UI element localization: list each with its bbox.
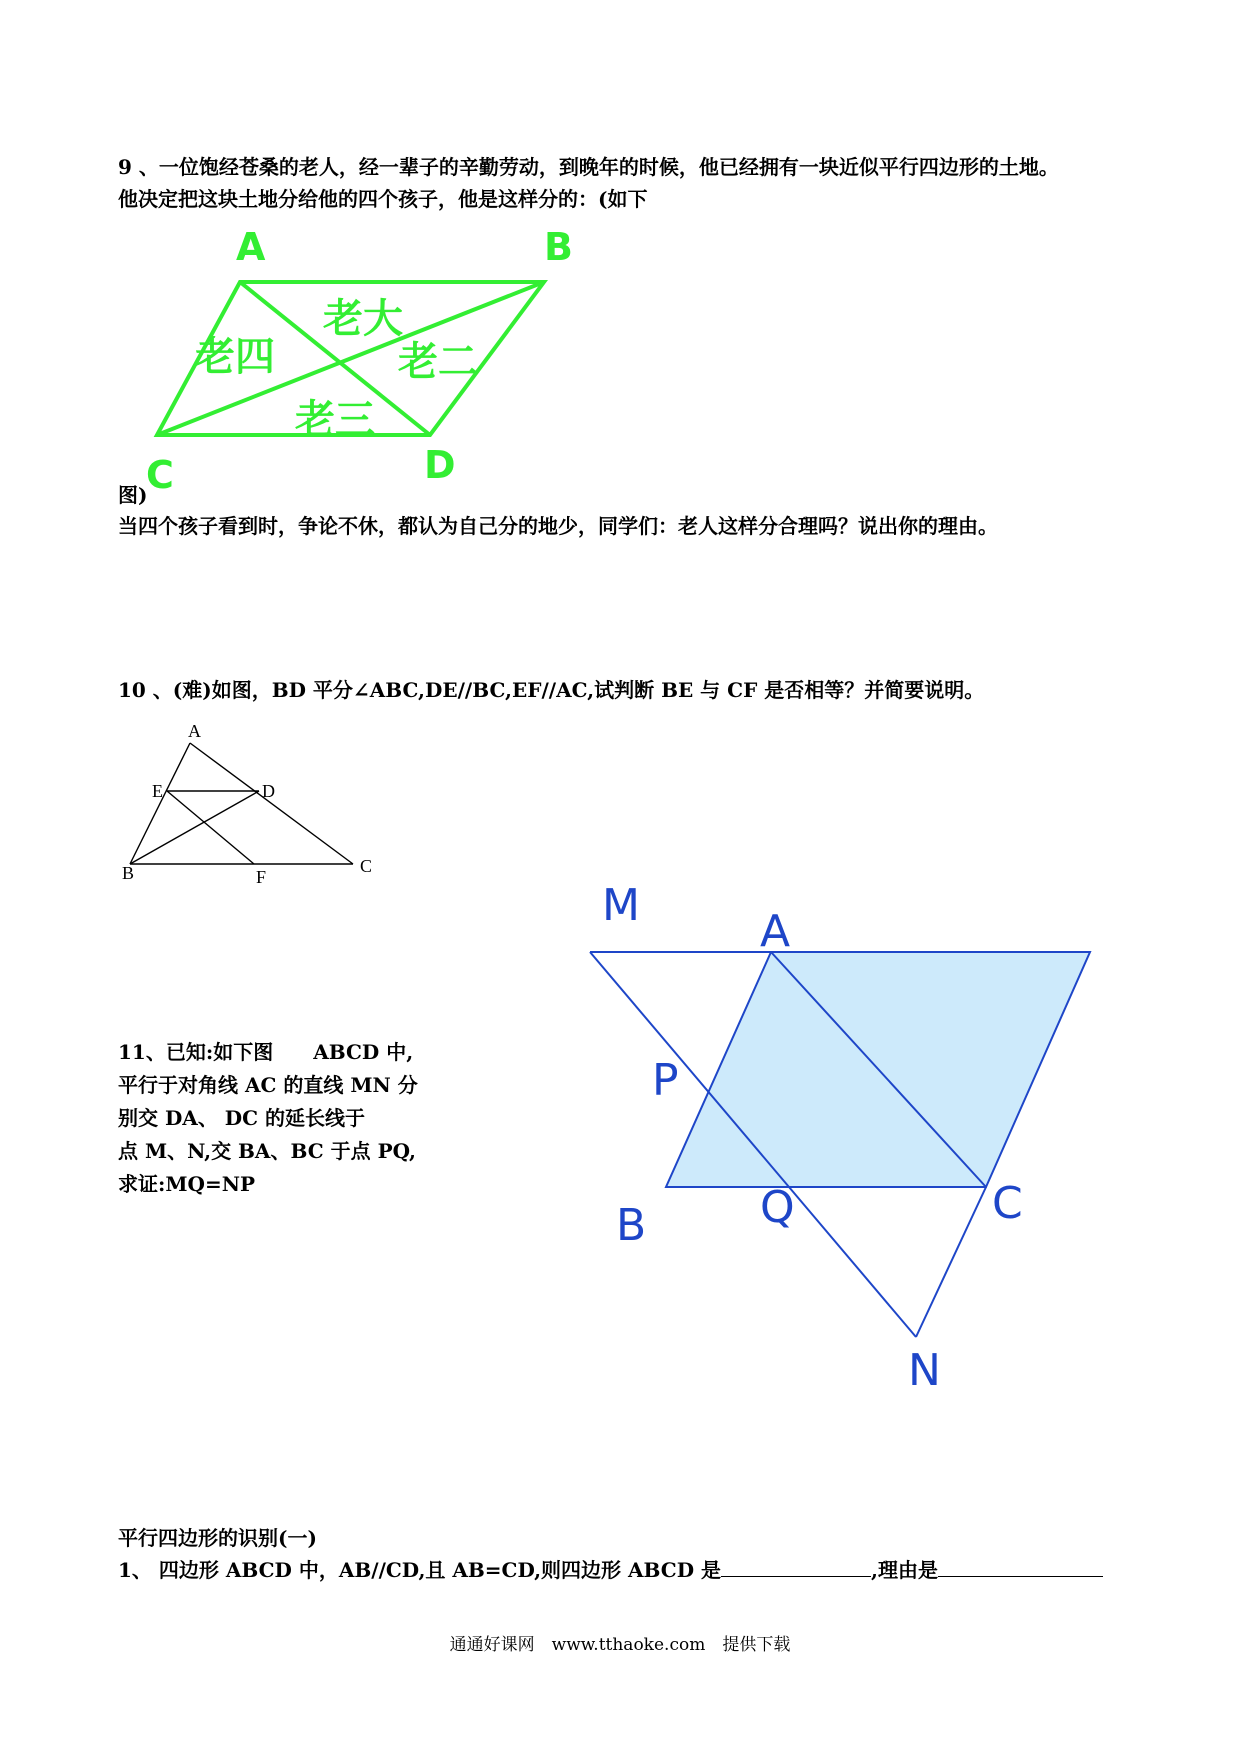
vertex-label-b: B [544, 225, 573, 269]
side-ac [190, 743, 353, 864]
vertex-label-c: C [146, 453, 174, 497]
point-label-p: P [652, 1055, 679, 1106]
q9-land-figure [140, 220, 573, 497]
q9-line1: 9 、一位饱经苍桑的老人，经一辈子的辛勤劳动，到晚年的时候，他已经拥有一块近似平行四边形的土地。 [118, 155, 1059, 179]
q10-text: 10 、(难)如图，BD 平分∠ABC,DE//BC,EF//AC,试判断 BE 与 CF 是否相等？并简要说明。 [118, 678, 985, 702]
q9-line3: 图) [118, 483, 148, 507]
point-label-b: B [616, 1200, 647, 1251]
point-label-e: E [152, 781, 163, 801]
point-label-a: A [760, 906, 791, 957]
answer-blank-shape[interactable] [721, 1558, 871, 1577]
extension-dc-to-n [916, 1187, 986, 1337]
vertex-label-a: A [236, 225, 266, 269]
q10-triangle-figure [110, 715, 380, 885]
point-label-a: A [188, 721, 201, 741]
vertex-label-d: D [424, 443, 456, 487]
point-label-f: F [256, 867, 267, 887]
region-label-eldest: 老大 [323, 296, 403, 342]
page-footer: 通通好课网 www.tthaoke.com 提供下载 [449, 1635, 791, 1655]
region-label-third: 老三 [295, 397, 375, 443]
point-label-b: B [122, 863, 135, 883]
region-label-second: 老二 [398, 339, 478, 385]
q1-middle: ,理由是 [871, 1558, 939, 1582]
answer-blank-reason[interactable] [938, 1558, 1103, 1577]
q11-line2: 平行于对角线 AC 的直线 MN 分 [118, 1073, 418, 1097]
q9-line4: 当四个孩子看到时，争论不休，都认为自己分的地少，同学们：老人这样分合理吗？说出你的理由。 [118, 514, 998, 538]
q11-line4: 点 M、N,交 BA、BC 于点 PQ, [118, 1139, 416, 1163]
point-label-c: C [360, 856, 373, 876]
q9-line2: 他决定把这块土地分给他的四个孩子，他是这样分的：(如下 [118, 187, 648, 211]
point-label-n: N [908, 1345, 941, 1396]
section-title: 平行四边形的识别(一) [118, 1526, 317, 1550]
section-q1 [118, 1558, 1103, 1582]
segment-bd [130, 791, 259, 864]
point-label-d: D [262, 781, 275, 801]
region-label-fourth: 老四 [195, 334, 275, 380]
point-label-m: M [602, 880, 640, 931]
q1-prefix: 1、 四边形 ABCD 中，AB//CD,且 AB=CD,则四边形 ABCD 是 [118, 1558, 722, 1582]
q11-parallelogram-figure [580, 870, 1140, 1410]
q11-line3: 别交 DA、 DC 的延长线于 [118, 1106, 366, 1130]
point-label-q: Q [760, 1182, 795, 1233]
q11-line5: 求证:MQ=NP [118, 1172, 256, 1196]
q11-line1: 11、已知:如下图 ABCD 中, [118, 1040, 414, 1064]
point-label-c: C [992, 1178, 1023, 1229]
